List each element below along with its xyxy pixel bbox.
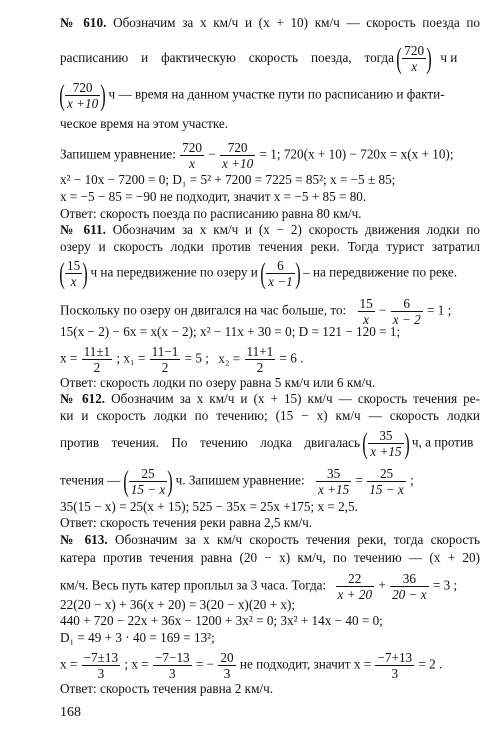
paren-right: ) (403, 426, 410, 460)
p613-root-x1: ; x = (124, 656, 149, 672)
p611-eq-rest: = 1 ; (426, 302, 452, 318)
p611-eq-frac-1: $\frac{15}{x}$ (359, 296, 373, 328)
p613-eq-plus: + (378, 577, 386, 593)
p611-root-x2: x₂ = (218, 350, 241, 366)
p611-root-eq1: = 5 ; (184, 350, 209, 366)
p613-root-x: x = (60, 656, 78, 672)
p611-text-1: Обозначим за x км/ч и (x − 2) скорость движения лодки по (112, 222, 480, 237)
p611-eq-frac-2: $\frac{6}{x - 2}$ (392, 296, 421, 328)
p612-eq-end: ; (410, 472, 414, 488)
p612-text-4b: ч. Запишем уравнение: (175, 472, 305, 488)
p611-root-x1: ; x₁ = (116, 350, 146, 366)
p611-line-2: озеру и скорость лодки против течения реки. Тогда турист затратил (60, 239, 480, 254)
p613-roots (60, 650, 480, 681)
p613-eq-frac-1: $\frac{22}{x + 20}$ (337, 571, 373, 603)
p610-line-2 (60, 43, 480, 74)
p611-root-frac-3: $\frac{11+1}{2}$ (246, 344, 274, 376)
p613-number: № 613. (60, 532, 108, 547)
p611-eq-minus: − (379, 302, 387, 318)
p610-line-6: x² − 10x − 7200 = 0; D₁ = 5² + 7200 = 7225 = 85²; x = −5 ± 85; (60, 172, 396, 187)
p612-line-2: ки и скорость лодки по течению; (15 − x) км/ч — скорость лодки (60, 408, 480, 423)
p611-roots (60, 344, 480, 375)
eq-label: Запишем уравнение: (60, 146, 176, 162)
paren-right: ) (82, 256, 88, 290)
p611-text-4: Поскольку по озеру он двигался на час больше, то: (60, 302, 347, 318)
p612-text-3-tail: ч, а против (411, 434, 474, 450)
p613-line-6: D₁ = 49 + 3 · 40 = 169 = 13²; (60, 630, 215, 645)
p610-answer: Ответ: скорость поезда по расписанию равна 80 км/ч. (60, 206, 362, 221)
p610-line-4: ческое время на этом участке. (60, 116, 229, 131)
p612-line-1 (60, 392, 480, 405)
p610-l2-tail: ч и (440, 49, 458, 65)
p613-root-x2: x = (353, 656, 372, 672)
p613-eq-frac-2: $\frac{36}{20 - x}$ (392, 571, 427, 603)
p611-line-5: 15(x − 2) − 6x = x(x − 2); x² − 11x + 30 = 0; D = 121 − 120 = 1; (60, 324, 401, 339)
eq-minus: − (208, 146, 216, 162)
p612-answer: Ответ: скорость течения реки равна 2,5 км/ч. (60, 515, 313, 530)
p612-line-4 (60, 466, 480, 497)
p613-text-3: км/ч. Весь путь катер проплыл за 3 часа. Тогда: (60, 577, 327, 593)
p610-equation (60, 140, 480, 171)
p612-line-3 (60, 428, 480, 459)
p611-line-3 (60, 258, 480, 289)
paren-left: ( (59, 256, 65, 290)
p610-text-2: расписанию и фактическую скорость поезда, тогда (60, 49, 394, 65)
p612-text-3: против течения. По течению лодка двигалась (60, 434, 360, 450)
page-number: 168 (60, 705, 81, 720)
p610-line-3 (60, 80, 480, 111)
p611-root-eq2: = 6 . (279, 350, 304, 366)
p613-line-1 (60, 533, 480, 546)
paren-left: ( (59, 78, 65, 112)
eq-rest: = 1; 720(x + 10) − 720x = x(x + 10); (259, 146, 454, 162)
paren-right: ) (100, 78, 106, 112)
p611-answer: Ответ: скорость лодки по озеру равна 5 км/ч или 6 км/ч. (60, 375, 376, 390)
p612-frac-35: $\frac{35}{x +15}$ (370, 428, 402, 460)
paren-left: ( (362, 426, 369, 460)
p613-root-frac-2: $\frac{-7-13}{3}$ (154, 650, 190, 682)
p612-number: № 612. (60, 391, 106, 406)
p612-eq-frac-1: $\frac{35}{x +15}$ (317, 466, 350, 498)
p610-frac-720-x: $\frac{720}{x}$ (404, 43, 425, 75)
p613-text-1: Обозначим за x км/ч скорость течения реки, тогда скорость (115, 532, 481, 547)
paren-right: ) (167, 464, 174, 498)
paren-right: ) (426, 41, 432, 75)
p613-answer: Ответ: скорость течения равна 2 км/ч. (60, 681, 274, 696)
p613-line-4: 22(20 − x) + 36(x + 20) = 3(20 − x)(20 + x); (60, 597, 296, 612)
p611-frac-6-x1: $\frac{6}{x -1}$ (268, 258, 293, 290)
p611-line-1 (60, 223, 480, 236)
p610-line-7: x = −5 − 85 = −90 не подходит, значит x = −5 + 85 = 80. (60, 189, 367, 204)
p613-root-end: = 2 . (418, 656, 443, 672)
p611-text-3a: ч на передвижение по озеру и (90, 264, 258, 280)
p611-root-frac-1: $\frac{11\pm 1}{2}$ (83, 344, 111, 376)
p613-line-2: катера против течения равна (20 − x) км/ч, по течению — (x + 20) (60, 550, 480, 565)
p610-text-1: Обозначим за x км/ч и (x + 10) км/ч — скорость поезда по (113, 15, 480, 30)
p613-root-eq: = − (195, 656, 215, 672)
p611-root-x: x = (60, 350, 78, 366)
p613-eq-end: = 3 ; (432, 577, 458, 593)
eq-frac-2: $\frac{720}{x +10}$ (221, 140, 254, 172)
p611-line-4 (60, 296, 480, 327)
p610-line-1 (60, 16, 480, 29)
paren-left: ( (396, 41, 403, 75)
p610-frac-720-x10: $\frac{720}{x +10}$ (67, 80, 99, 112)
p612-eq-frac-2: $\frac{25}{15 - x}$ (369, 466, 404, 498)
p612-text-1: Обозначим за x км/ч и (x + 15) км/ч — скорость течения ре- (111, 391, 481, 406)
p613-root-frac-1: $\frac{-7\pm 13}{3}$ (83, 650, 119, 682)
p613-root-frac-4: $\frac{-7+13}{3}$ (377, 650, 413, 682)
p612-line-5: 35(15 − x) = 25(x + 15); 525 − 35x = 25x +175; x = 2,5. (60, 499, 358, 514)
eq-frac-1: $\frac{720}{x}$ (182, 140, 202, 172)
p611-number: № 611. (60, 222, 106, 237)
paren-left: ( (260, 256, 266, 290)
p611-text-3b: – на передвижение по реке. (303, 264, 458, 280)
p613-line-5: 440 + 720 − 22x + 36x − 1200 + 3x² = 0; 3x² + 14x − 40 = 0; (60, 613, 383, 628)
p612-text-4a: течения — (60, 472, 121, 488)
p611-root-frac-2: $\frac{11-1}{2}$ (151, 344, 179, 376)
p612-eq-sign: = (355, 472, 363, 488)
p611-frac-15-x: $\frac{15}{x}$ (67, 258, 81, 290)
paren-left: ( (123, 464, 129, 498)
p610-text-3: ч — время на данном участке пути по расписанию и факти- (108, 86, 445, 102)
paren-right: ) (295, 256, 301, 290)
p613-root-frac-3: $\frac{20}{3}$ (220, 650, 234, 682)
p613-root-text: не подходит, значит (239, 656, 351, 672)
p610-number: № 610. (60, 15, 107, 30)
p612-frac-25: $\frac{25}{15 - x}$ (130, 466, 166, 498)
